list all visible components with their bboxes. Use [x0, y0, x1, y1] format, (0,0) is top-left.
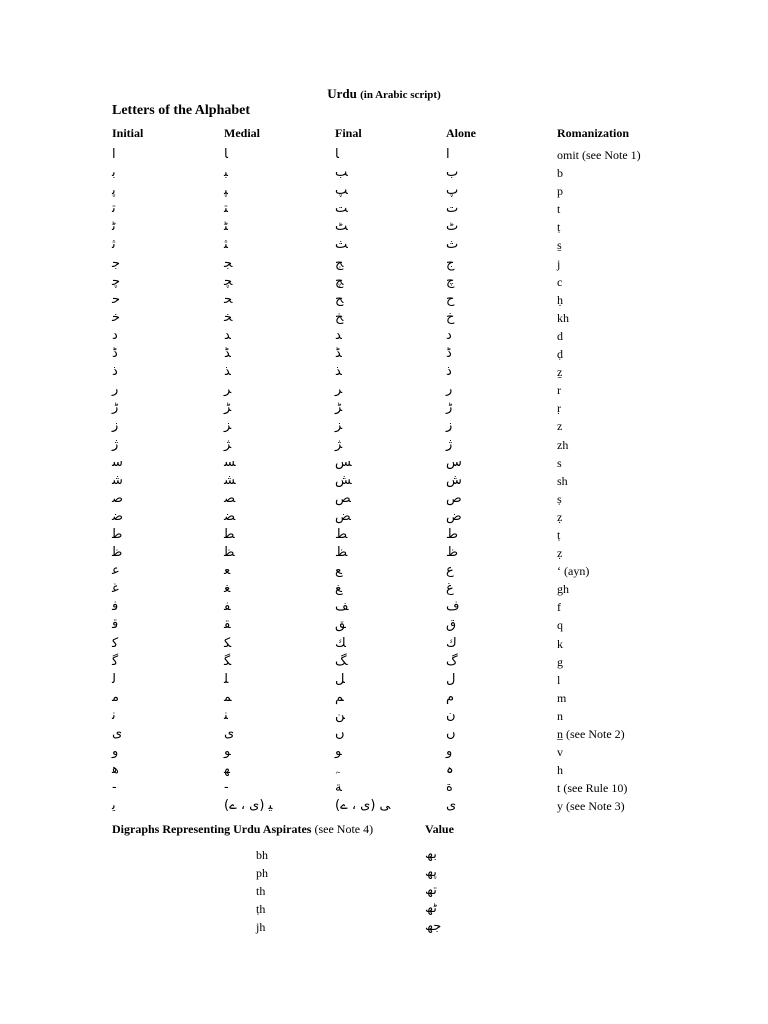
cell-initial: ا	[112, 147, 116, 162]
cell-roman: ṛ	[557, 401, 561, 416]
cell-alone: چ	[446, 273, 455, 289]
table-row	[0, 616, 768, 634]
header-final: Final	[335, 126, 362, 140]
cell-alone: ژ	[446, 436, 453, 452]
cell-final: ﻒ	[335, 599, 349, 615]
cell-medial: ﻔ	[224, 599, 231, 615]
cell-medial: ﺼ	[224, 490, 236, 506]
cell-roman: omit (see Note 1)	[557, 148, 641, 162]
cell-medial: ﺤ	[224, 291, 233, 307]
cell-medial: ﻌ	[224, 563, 231, 579]
digraph-value: jh	[256, 920, 266, 934]
cell-medial: ﻈ	[224, 545, 235, 561]
table-row	[0, 454, 768, 472]
digraph-value: bh	[256, 848, 268, 862]
cell-initial: ﺛ	[112, 237, 116, 253]
cell-final: ﺐ	[335, 165, 348, 181]
cell-roman: ṭ	[557, 220, 561, 235]
cell-alone: ص	[446, 490, 462, 506]
cell-roman: s̱	[557, 238, 562, 253]
section-heading: Letters of the Alphabet	[112, 103, 251, 118]
cell-alone: م	[446, 689, 455, 705]
cell-medial: ﺪ	[224, 327, 231, 343]
table-row	[0, 218, 768, 236]
header-medial: Medial	[224, 126, 260, 140]
cell-medial: ﻘ	[224, 617, 231, 633]
cell-alone: پ	[446, 183, 459, 199]
cell-roman: y (see Note 3)	[557, 799, 625, 814]
cell-roman: s	[557, 455, 562, 470]
cell-alone: و	[446, 744, 453, 760]
cell-roman: kh	[557, 310, 569, 325]
cell-final: ﺔ	[335, 780, 342, 796]
cell-alone: ث	[446, 237, 459, 253]
table-row	[0, 255, 768, 273]
cell-initial: ﻏ	[112, 581, 119, 597]
cell-alone: ض	[446, 508, 462, 524]
cell-initial: -	[112, 780, 117, 796]
cell-medial: ﻠ	[224, 671, 229, 687]
table-row	[0, 580, 768, 598]
cell-medial: ﮋ	[224, 436, 232, 452]
cell-roman: ẕ	[557, 365, 563, 380]
cell-roman: l	[557, 672, 561, 687]
cell-medial: ﺰ	[224, 418, 232, 434]
cell-final: ﻢ	[335, 689, 344, 705]
cell-final: ﺶ	[335, 472, 352, 488]
cell-medial: ﺮ	[224, 382, 232, 398]
cell-initial: ﻟ	[112, 671, 116, 687]
cell-alone: ب	[446, 165, 459, 181]
digraph-arabic: ٹھ	[425, 901, 437, 916]
cell-initial: و	[112, 744, 119, 760]
cell-initial: ﺷ	[112, 472, 123, 488]
cell-initial: ﻳ	[112, 798, 116, 814]
digraph-title: Digraphs Representing Urdu Aspirates	[112, 822, 312, 836]
cell-roman: ṣ	[557, 491, 562, 506]
cell-alone: ن	[446, 707, 456, 723]
cell-roman: t (see Rule 10)	[557, 781, 628, 796]
cell-initial: ﻓ	[112, 599, 119, 615]
cell-initial: ﺟ	[112, 255, 121, 271]
cell-alone: ح	[446, 291, 455, 307]
table-row	[0, 236, 768, 254]
title-sub: (in Arabic script)	[360, 89, 441, 101]
cell-alone: ہ	[446, 762, 454, 778]
table-row	[0, 508, 768, 526]
table-row	[0, 598, 768, 616]
table-row	[0, 671, 768, 689]
cell-final: ﺾ	[335, 508, 351, 524]
table-row	[0, 472, 768, 490]
table-row	[0, 689, 768, 707]
digraph-arabic: جھ	[425, 919, 442, 934]
cell-alone: ل	[446, 671, 456, 687]
cell-alone: ش	[446, 472, 462, 488]
table-row	[0, 635, 768, 653]
cell-medial: ﭩ	[224, 219, 228, 235]
table-row	[0, 182, 768, 200]
cell-initial: ﭨ	[112, 219, 116, 235]
cell-initial: ﻋ	[112, 563, 120, 579]
cell-final: ﻂ	[335, 526, 348, 542]
cell-initial: ﺗ	[112, 201, 116, 217]
cell-medial: ﻐ	[224, 581, 231, 597]
cell-final: ﺪ	[335, 327, 342, 343]
cell-final: ﻮ	[335, 744, 342, 760]
digraph-row	[0, 918, 768, 936]
cell-medial: ﻜ	[224, 635, 232, 651]
cell-roman: q	[557, 618, 563, 633]
cell-final: ﺦ	[335, 309, 344, 325]
cell-initial: ڑ	[112, 400, 119, 416]
cell-initial: ﻃ	[112, 526, 123, 542]
cell-initial: ﮔ	[112, 653, 119, 669]
cell-alone: ق	[446, 617, 457, 633]
table-row	[0, 363, 768, 381]
header-initial: Initial	[112, 126, 144, 140]
cell-alone: ج	[446, 255, 455, 271]
cell-final: ﻎ	[335, 581, 342, 597]
cell-initial: ژ	[112, 436, 119, 452]
table-row	[0, 291, 768, 309]
cell-roman: n	[557, 708, 563, 723]
cell-roman: r	[557, 383, 561, 398]
cell-final: ﺰ	[335, 418, 343, 434]
cell-medial: ﮉ	[224, 346, 231, 362]
cell-final: ﮋ	[335, 436, 343, 452]
cell-medial: ﺜ	[224, 237, 228, 253]
cell-medial: ﺬ	[224, 364, 231, 380]
cell-initial: ر	[112, 382, 119, 398]
cell-initial: ى	[112, 726, 123, 741]
cell-roman: n̲ (see Note 2)	[557, 727, 625, 741]
cell-medial: ﺒ	[224, 165, 228, 181]
cell-initial: ﺻ	[112, 490, 124, 506]
cell-medial: ﮍ	[224, 400, 232, 416]
table-row	[0, 436, 768, 454]
cell-roman: d	[557, 328, 563, 343]
cell-roman: b	[557, 166, 563, 181]
table-row	[0, 381, 768, 399]
cell-initial: ﻇ	[112, 545, 123, 561]
cell-final: ﻊ	[335, 563, 342, 579]
cell-final: ﺺ	[335, 490, 351, 506]
cell-roman: f	[557, 600, 561, 615]
cell-medial: -	[224, 780, 229, 796]
cell-final: ﺞ	[335, 255, 344, 271]
cell-alone: ں	[446, 726, 456, 741]
cell-alone: ة	[446, 780, 453, 796]
table-row	[0, 743, 768, 761]
digraph-value: th	[256, 884, 266, 898]
cell-medial: ﺎ	[224, 147, 228, 162]
cell-medial: ﺘ	[224, 201, 228, 217]
cell-initial: ﺿ	[112, 508, 124, 524]
table-row	[0, 526, 768, 544]
cell-medial: ﻤ	[224, 689, 232, 705]
cell-medial: ﮕ	[224, 653, 232, 669]
cell-roman: m	[557, 690, 567, 705]
table-row	[0, 761, 768, 779]
cell-final: ﺮ	[335, 382, 343, 398]
cell-medial: ﺠ	[224, 255, 233, 271]
cell-medial: ﭙ	[224, 183, 228, 199]
cell-final: ﻞ	[335, 671, 345, 687]
cell-final: ﮧ	[335, 762, 340, 778]
cell-medial: ﮭ	[224, 762, 230, 778]
cell-roman: ḍ	[557, 347, 563, 362]
cell-medial: ﻀ	[224, 508, 236, 524]
cell-medial: ﺴ	[224, 454, 236, 470]
cell-alone: ر	[446, 382, 453, 398]
cell-roman: gh	[557, 582, 569, 597]
cell-alone: س	[446, 454, 462, 470]
cell-initial: ﻗ	[112, 617, 119, 633]
cell-alone: ع	[446, 563, 454, 579]
digraph-row	[0, 882, 768, 900]
cell-initial: ز	[112, 418, 119, 434]
cell-final: ﭧ	[335, 219, 348, 235]
cell-alone: ڑ	[446, 400, 453, 416]
digraph-arabic: تھ	[425, 883, 437, 898]
cell-final: ﺎ	[335, 147, 339, 162]
cell-initial: ڈ	[112, 346, 118, 362]
digraph-arabic: پھ	[425, 865, 437, 880]
cell-medial: ﻨ	[224, 707, 228, 723]
cell-alone: ز	[446, 418, 453, 434]
digraph-value: ph	[256, 866, 268, 880]
cell-final: ﻰ (ی ، ے)	[335, 798, 391, 814]
cell-alone: ذ	[446, 364, 452, 380]
digraph-header	[112, 822, 612, 840]
cell-alone: ت	[446, 201, 459, 217]
cell-roman: ʻ (ayn)	[557, 564, 590, 579]
cell-initial: ﺳ	[112, 454, 123, 470]
digraph-value: ṭh	[256, 902, 266, 916]
digraph-row	[0, 846, 768, 864]
cell-alone: ط	[446, 526, 459, 542]
header-romanization: Romanization	[557, 126, 629, 140]
cell-final: ﻖ	[335, 617, 346, 633]
cell-final: ﭻ	[335, 273, 344, 289]
digraph-arabic: بھ	[425, 847, 437, 862]
cell-alone: ك	[446, 635, 457, 651]
header-alone: Alone	[446, 126, 476, 140]
cell-roman: ḥ	[557, 292, 563, 307]
cell-roman: sh	[557, 473, 568, 488]
cell-initial: ﺑ	[112, 165, 116, 181]
cell-roman: zh	[557, 437, 569, 452]
table-row	[0, 797, 768, 815]
cell-final: ﺖ	[335, 201, 348, 217]
cell-final: ﻚ	[335, 635, 346, 651]
cell-initial: ﭼ	[112, 273, 121, 289]
cell-initial: ﭘ	[112, 183, 116, 199]
cell-final: ﺢ	[335, 291, 344, 307]
cell-roman: h	[557, 763, 563, 778]
cell-medial: ﺸ	[224, 472, 236, 488]
cell-roman: t	[557, 202, 561, 217]
cell-final: ﻦ	[335, 707, 345, 723]
table-row	[0, 164, 768, 182]
table-row	[0, 399, 768, 417]
digraph-note: (see Note 4)	[314, 822, 374, 836]
cell-roman: g	[557, 654, 563, 669]
cell-roman: ṭ	[557, 527, 561, 542]
table-row	[0, 779, 768, 797]
cell-medial: ﻮ	[224, 744, 231, 760]
cell-final: ﺚ	[335, 237, 348, 253]
table-row	[0, 146, 768, 164]
cell-initial: ﻛ	[112, 635, 119, 651]
cell-roman: ẓ	[557, 509, 563, 524]
cell-alone: ڈ	[446, 346, 452, 362]
cell-alone: ا	[446, 147, 450, 162]
cell-alone: ی	[446, 798, 457, 814]
cell-final: ﺲ	[335, 454, 352, 470]
cell-initial: ذ	[112, 364, 118, 380]
cell-alone: ف	[446, 599, 460, 615]
table-row	[0, 725, 768, 743]
cell-medial: ﭽ	[224, 273, 233, 289]
digraph-row	[0, 864, 768, 882]
table-row	[0, 707, 768, 725]
cell-alone: غ	[446, 581, 454, 597]
cell-alone: گ	[446, 653, 458, 669]
cell-final: ﺬ	[335, 364, 342, 380]
table-row	[0, 417, 768, 435]
cell-medial: ى	[224, 726, 235, 741]
digraph-value-label: Value	[425, 822, 454, 836]
table-row	[0, 327, 768, 345]
cell-roman: k	[557, 636, 563, 651]
digraph-row	[0, 900, 768, 918]
table-header	[0, 126, 768, 142]
cell-alone: د	[446, 327, 452, 343]
cell-roman: z	[557, 419, 563, 434]
table-row	[0, 653, 768, 671]
page-title	[0, 86, 768, 102]
cell-final: ﮓ	[335, 653, 347, 669]
cell-roman: ẓ	[557, 546, 563, 561]
cell-final: ں	[335, 726, 345, 741]
cell-initial: ﻣ	[112, 689, 119, 705]
table-row	[0, 562, 768, 580]
table-row	[0, 490, 768, 508]
cell-final: ﮉ	[335, 346, 342, 362]
cell-initial: د	[112, 327, 118, 343]
cell-initial: ﻧ	[112, 707, 116, 723]
cell-final: ﮍ	[335, 400, 343, 416]
cell-alone: ظ	[446, 545, 459, 561]
table-row	[0, 309, 768, 327]
alphabet-table	[0, 146, 768, 815]
cell-final: ﭗ	[335, 183, 348, 199]
cell-roman: j	[557, 256, 561, 271]
cell-roman: v	[557, 745, 563, 760]
cell-roman: c	[557, 274, 563, 289]
cell-initial: ﺧ	[112, 309, 121, 325]
cell-alone: خ	[446, 309, 455, 325]
digraph-table	[0, 846, 768, 936]
cell-final: ﻆ	[335, 545, 348, 561]
cell-initial: ﺣ	[112, 291, 121, 307]
table-row	[0, 273, 768, 291]
cell-medial: ﻄ	[224, 526, 235, 542]
cell-medial: ﺨ	[224, 309, 233, 325]
cell-initial: ﮬ	[112, 762, 119, 778]
table-row	[0, 345, 768, 363]
cell-alone: ٹ	[446, 219, 459, 235]
table-row	[0, 544, 768, 562]
cell-medial: ﻴ (ی ، ے)	[224, 798, 273, 814]
title-main: Urdu	[327, 86, 357, 101]
cell-roman: p	[557, 184, 563, 199]
table-row	[0, 200, 768, 218]
